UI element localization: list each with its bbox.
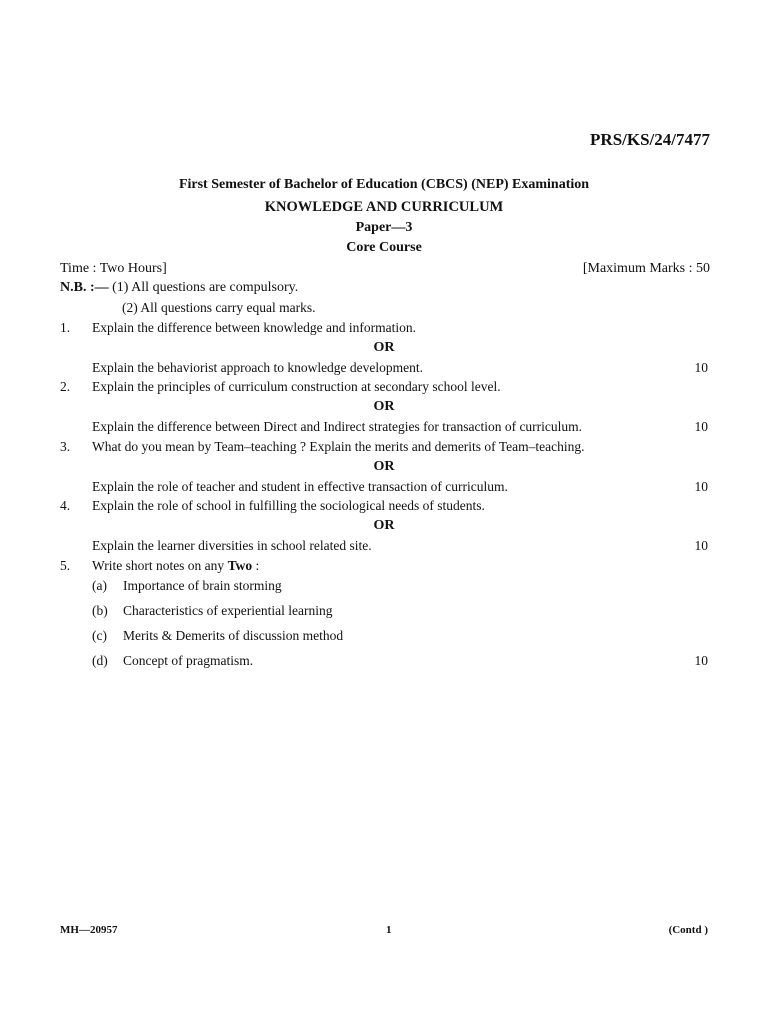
exam-title: First Semester of Bachelor of Education (CBCS) (NEP) Examination [178, 177, 590, 192]
paper-code: PRS/KS/24/7477 [590, 130, 710, 149]
question-text [92, 558, 259, 574]
subquestion-label: (d) [92, 653, 108, 668]
q5-intro-end: : [252, 558, 260, 573]
or-divider: OR [373, 459, 395, 474]
nb-item: (1) All questions are compulsory. [112, 280, 299, 295]
question-alternative: Explain the difference between Direct and Indirect strategies for transaction of curriculum. [92, 419, 583, 434]
question-text: Explain the difference between knowledge and information. [92, 320, 417, 335]
or-divider: OR [373, 340, 395, 355]
question-marks: 10 [694, 538, 708, 553]
question-alternative: Explain the role of teacher and student in effective transaction of curriculum. [92, 479, 508, 494]
question-text: Explain the role of school in fulfilling the sociological needs of students. [92, 498, 485, 513]
question-number: 1. [60, 320, 71, 335]
question-number: 3. [60, 439, 71, 454]
subquestion-text: Importance of brain storming [123, 578, 282, 593]
question-alternative: Explain the behaviorist approach to knowledge development. [92, 360, 424, 375]
time-allowed: Time : Two Hours] [60, 261, 167, 276]
footer-code: MH—20957 [60, 924, 118, 936]
question-alternative: Explain the learner diversities in school related site. [92, 538, 372, 553]
question-marks: 10 [694, 653, 708, 668]
question-marks: 10 [694, 360, 708, 375]
subquestion-text: Merits & Demerits of discussion method [123, 628, 344, 643]
question-marks: 10 [694, 419, 708, 434]
nb-note-1 [60, 280, 298, 296]
question-number: 2. [60, 379, 71, 394]
or-divider: OR [373, 518, 395, 533]
subquestion-label: (b) [92, 603, 108, 618]
maximum-marks: [Maximum Marks : 50 [582, 261, 710, 276]
q5-intro: Write short notes on any [92, 558, 228, 573]
subquestion-label: (c) [92, 628, 107, 643]
paper-number: Paper—3 [355, 220, 413, 235]
question-number: 5. [60, 558, 71, 573]
nb-label: N.B. :— [60, 280, 109, 295]
question-number: 4. [60, 498, 71, 513]
subquestion-text: Concept of pragmatism. [123, 653, 254, 668]
question-marks: 10 [694, 479, 708, 494]
continued-note: (Contd ) [668, 924, 708, 936]
subquestion-text: Characteristics of experiential learning [123, 603, 333, 618]
page-number: 1 [386, 924, 392, 936]
nb-note-2: (2) All questions carry equal marks. [122, 300, 316, 315]
subquestion-label: (a) [92, 578, 107, 593]
or-divider: OR [373, 399, 395, 414]
question-text: What do you mean by Team–teaching ? Explain the merits and demerits of Team–teaching. [92, 439, 585, 454]
q5-intro-emphasis: Two [227, 558, 253, 573]
question-text: Explain the principles of curriculum construction at secondary school level. [92, 379, 501, 394]
course-type: Core Course [346, 240, 422, 255]
subject-title: KNOWLEDGE AND CURRICULUM [264, 199, 504, 215]
